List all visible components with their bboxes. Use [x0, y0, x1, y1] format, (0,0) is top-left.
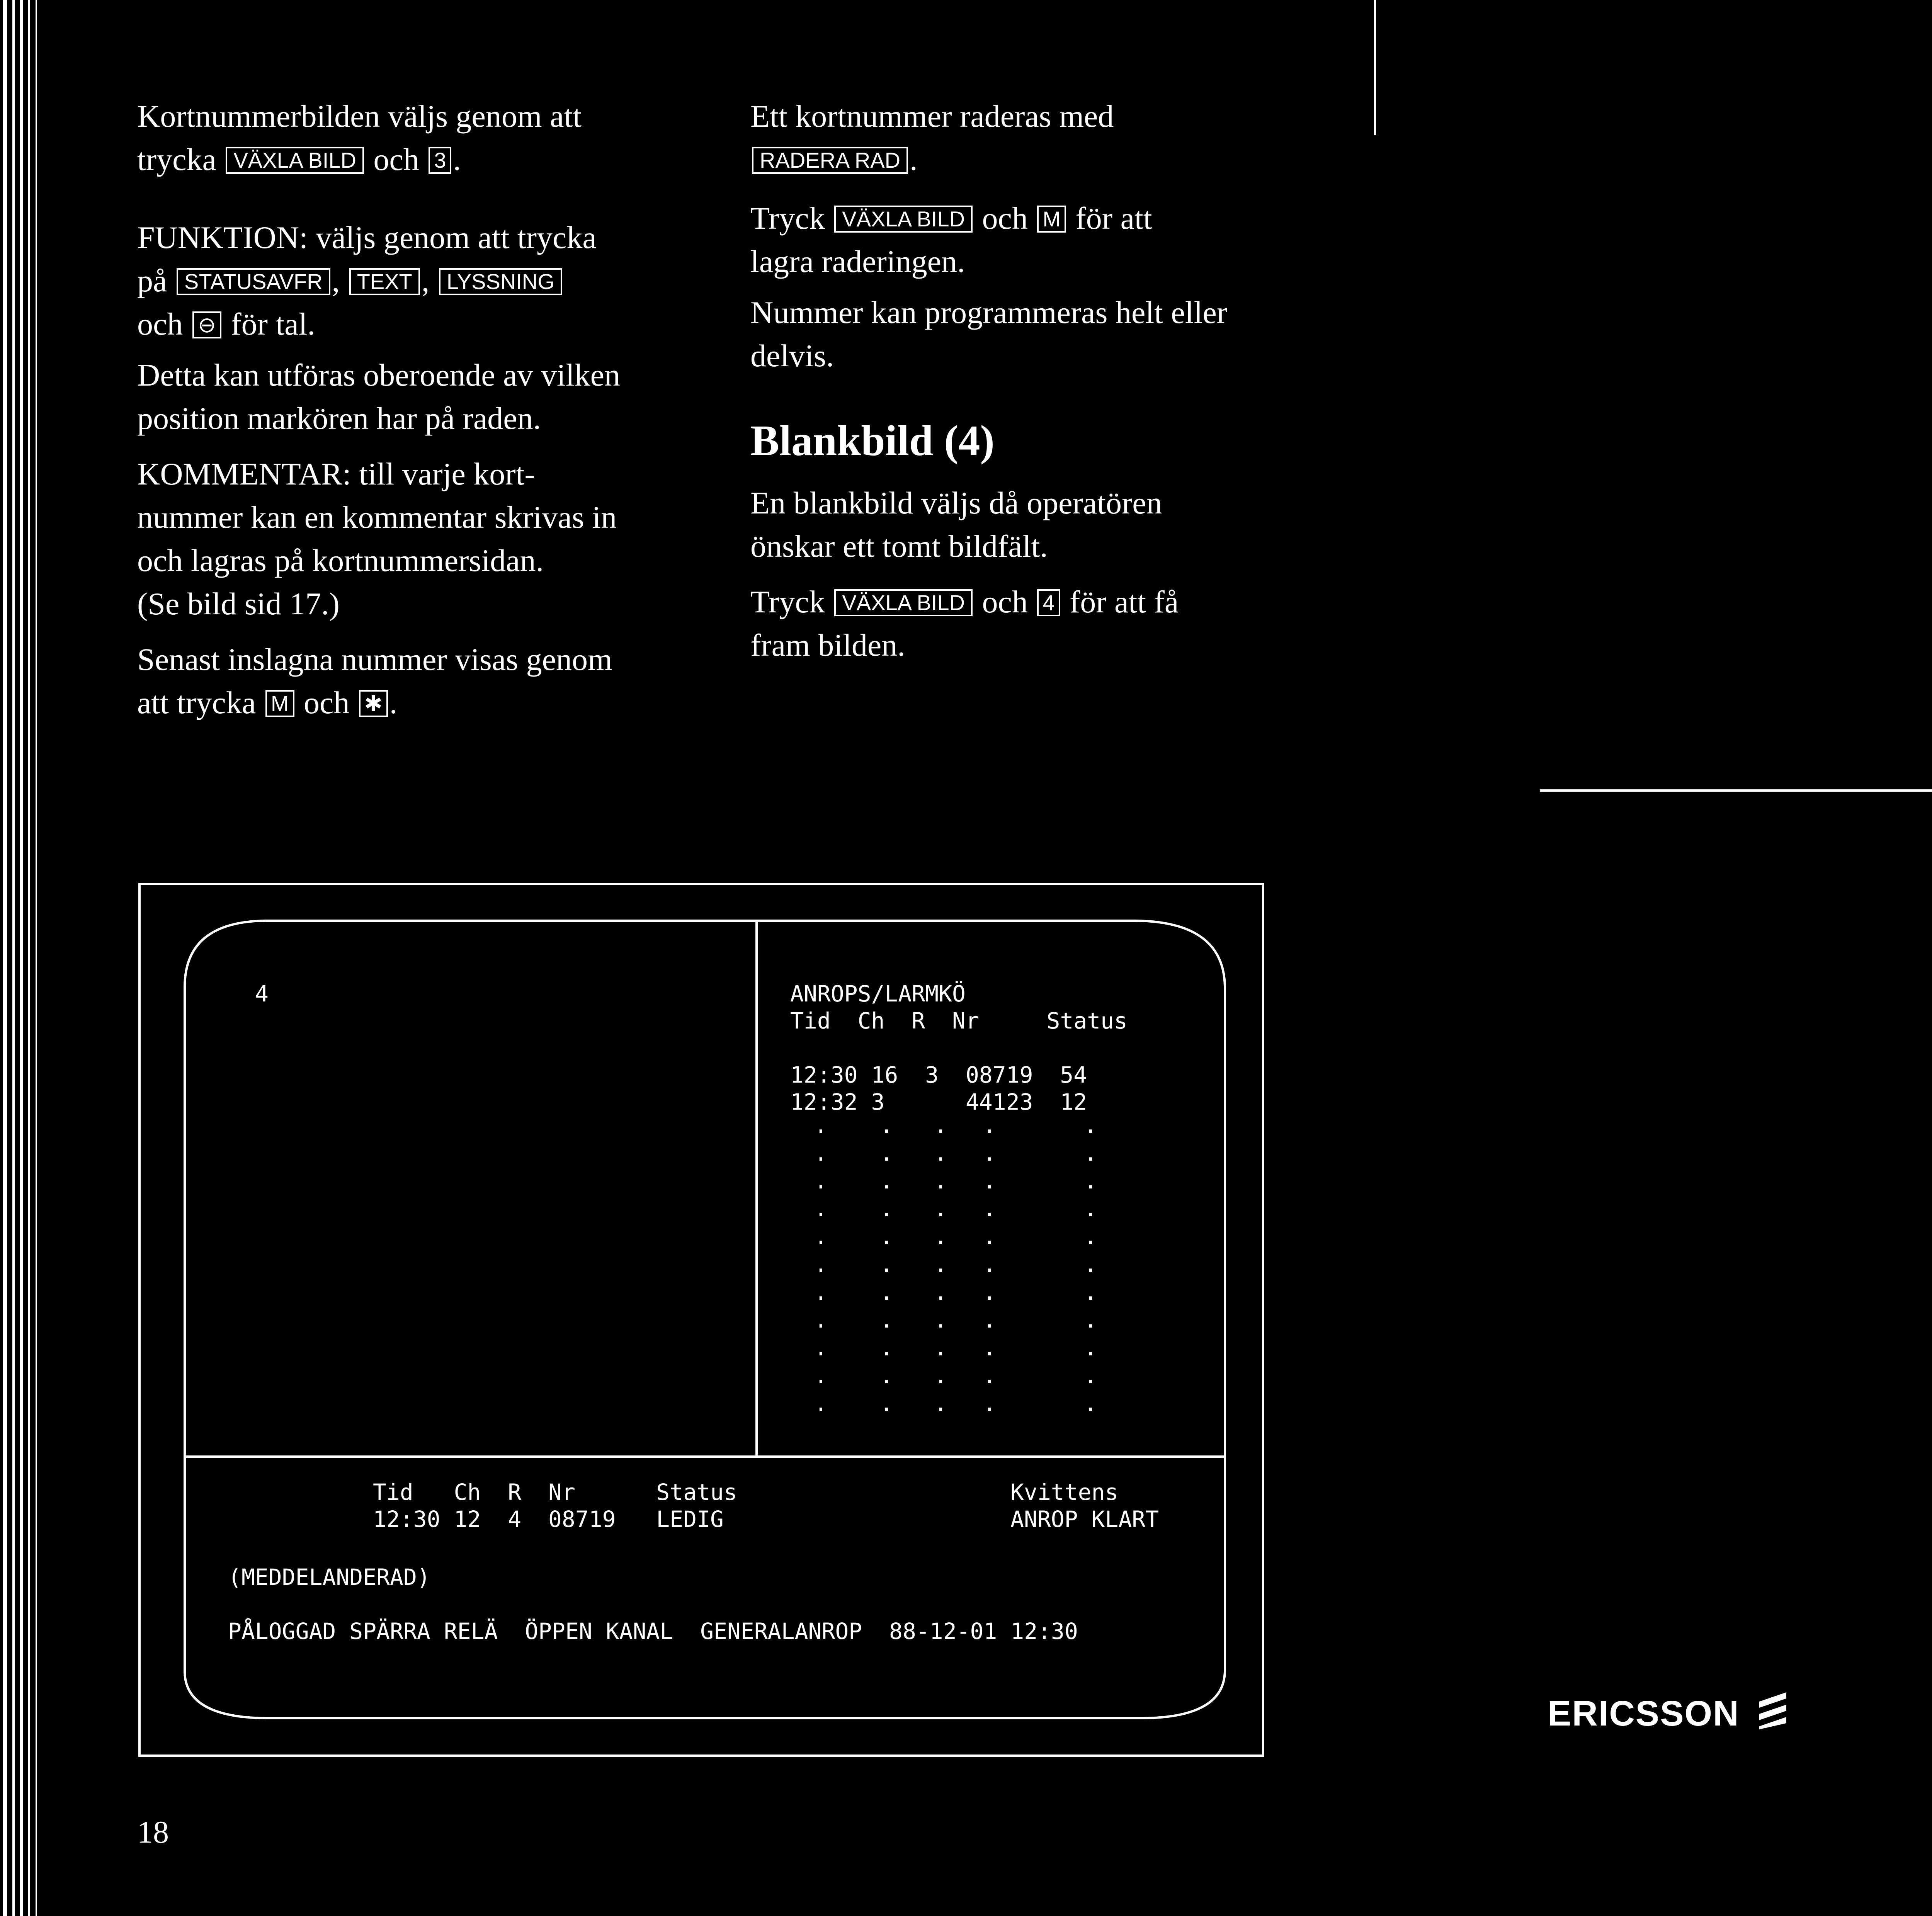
queue-dot: .	[983, 1307, 996, 1333]
queue-dot: .	[880, 1168, 893, 1194]
queue-dot: .	[1084, 1223, 1097, 1250]
key-vaxla-bild: VÄXLA BILD	[834, 206, 973, 233]
ericsson-logo	[1548, 1688, 1790, 1734]
key-speech-icon: ⊖	[192, 311, 221, 338]
paragraph-funktion: FUNKTION: väljs genom att trycka på STATUSAVFR , TEXT , LYSSNING och ⊖ för tal.	[137, 220, 597, 342]
queue-dot: .	[814, 1223, 828, 1250]
queue-dot: .	[814, 1168, 828, 1194]
queue-dot: .	[934, 1362, 947, 1389]
queue-dot: .	[934, 1335, 947, 1361]
status-header: Tid Ch R Nr Status	[373, 1479, 737, 1505]
key-vaxla-bild: VÄXLA BILD	[226, 147, 364, 174]
queue-dot: .	[1084, 1168, 1097, 1194]
binding-edge	[36, 0, 37, 1916]
queue-dot: .	[1084, 1251, 1097, 1277]
queue-dot: .	[1084, 1195, 1097, 1222]
queue-dot: .	[934, 1279, 947, 1305]
queue-header: Tid Ch R Nr Status	[790, 1008, 1128, 1034]
queue-dot: .	[934, 1223, 947, 1250]
queue-title: ANROPS/LARMKÖ	[790, 981, 966, 1007]
status-line: PÅLOGGAD SPÄRRA RELÄ ÖPPEN KANAL GENERALANROP 88-12-01 12:30	[228, 1618, 1078, 1644]
key-text: TEXT	[349, 268, 420, 295]
queue-row: 12:32 3 44123 12	[790, 1089, 1087, 1115]
queue-dot: .	[1084, 1335, 1097, 1361]
kvittens-value: ANROP KLART	[1010, 1506, 1159, 1532]
binding-edge	[28, 0, 30, 1916]
queue-dot: .	[934, 1251, 947, 1277]
queue-dot: .	[880, 1195, 893, 1222]
queue-dot: .	[814, 1279, 828, 1305]
paragraph-blankbild: En blankbild väljs då operatören önskar ett tomt bildfält.	[750, 485, 1162, 564]
queue-dot: .	[983, 1251, 996, 1277]
queue-dot: .	[880, 1307, 893, 1333]
queue-dot: .	[880, 1223, 893, 1250]
queue-dot: .	[814, 1195, 828, 1222]
ericsson-mark-icon	[1755, 1688, 1790, 1731]
queue-dot: .	[983, 1112, 996, 1138]
queue-dot: .	[983, 1390, 996, 1416]
section-heading: Blankbild (4)	[750, 417, 995, 465]
queue-dot: .	[934, 1390, 947, 1416]
key-star: ✱	[359, 690, 388, 717]
queue-empty-rows	[790, 1113, 1138, 1418]
key-4: 4	[1037, 589, 1060, 616]
queue-dot: .	[880, 1390, 893, 1416]
queue-dot: .	[814, 1140, 828, 1166]
key-statusavfr: STATUSAVFR	[177, 268, 330, 295]
queue-dot: .	[1084, 1390, 1097, 1416]
cover-doc-type	[1507, 802, 1932, 867]
binding-edge	[12, 0, 15, 1916]
binding-edge	[3, 0, 7, 1916]
queue-dot: .	[814, 1307, 828, 1333]
cover-divider	[1540, 789, 1932, 792]
queue-dot: .	[934, 1140, 947, 1166]
queue-dot: .	[1084, 1112, 1097, 1138]
left-column	[137, 95, 620, 724]
queue-dot: .	[880, 1362, 893, 1389]
paragraph-radera: Ett kortnummer raderas med RADERA RAD .	[750, 99, 1114, 177]
queue-dot: .	[880, 1335, 893, 1361]
key-radera-rad: RADERA RAD	[752, 147, 908, 174]
queue-dot: .	[1084, 1279, 1097, 1305]
fold-line	[1374, 0, 1376, 135]
key-lyssning: LYSSNING	[439, 268, 562, 295]
paragraph-oberoende: Detta kan utföras oberoende av vilken position markören har på raden.	[137, 357, 621, 436]
cover-subtitle	[1507, 709, 1932, 759]
paragraph-kommentar: KOMMENTAR: till varje kort- nummer kan en kommentar skrivas in och lagras på kortnummersidan. (Se bild sid 17.)	[137, 456, 617, 621]
kvittens-label: Kvittens	[1010, 1479, 1119, 1505]
key-vaxla-bild: VÄXLA BILD	[834, 589, 973, 616]
queue-dot: .	[880, 1251, 893, 1277]
queue-dot: .	[983, 1279, 996, 1305]
binding-edge	[20, 0, 23, 1916]
queue-dot: .	[934, 1307, 947, 1333]
queue-dot: .	[983, 1140, 996, 1166]
key-m: M	[265, 690, 294, 717]
key-3: 3	[429, 147, 451, 174]
queue-dot: .	[814, 1390, 828, 1416]
queue-dot: .	[1084, 1362, 1097, 1389]
queue-dot: .	[934, 1168, 947, 1194]
queue-row: 12:30 16 3 08719 54	[790, 1062, 1087, 1088]
queue-dot: .	[814, 1335, 828, 1361]
key-m: M	[1037, 206, 1066, 233]
queue-dot: .	[983, 1195, 996, 1222]
message-field: (MEDDELANDERAD)	[228, 1564, 430, 1590]
screen-page-number: 4	[255, 981, 269, 1007]
queue-dot: .	[1084, 1307, 1097, 1333]
paragraph-lagra: Tryck VÄXLA BILD och M för att lagra raderingen.	[750, 201, 1152, 279]
queue-dot: .	[814, 1362, 828, 1389]
queue-dot: .	[880, 1279, 893, 1305]
brand-name: ERICSSON	[1548, 1694, 1740, 1733]
queue-dot: .	[983, 1335, 996, 1361]
queue-dot: .	[1084, 1140, 1097, 1166]
middle-column	[750, 95, 1227, 667]
paragraph-senast: Senast inslagna nummer visas genom att trycka M och ✱ .	[137, 642, 612, 720]
queue-dot: .	[880, 1112, 893, 1138]
queue-dot: .	[814, 1112, 828, 1138]
cover-title	[1507, 653, 1932, 703]
queue-dot: .	[983, 1223, 996, 1250]
paragraph-kortnummerbild: Kortnummerbilden väljs genom att trycka VÄXLA BILD och 3 .	[137, 99, 582, 177]
queue-dot: .	[934, 1195, 947, 1222]
paragraph-programmeras: Nummer kan programmeras helt eller delvis.	[750, 295, 1228, 373]
page-number: 18	[137, 1814, 169, 1850]
queue-dot: .	[983, 1362, 996, 1389]
queue-dot: .	[934, 1112, 947, 1138]
queue-dot: .	[814, 1251, 828, 1277]
paragraph-fram-bilden: Tryck VÄXLA BILD och 4 för att få fram bilden.	[750, 584, 1179, 663]
status-row: 12:30 12 4 08719 LEDIG	[373, 1506, 724, 1532]
queue-dot: .	[880, 1140, 893, 1166]
queue-dot: .	[983, 1168, 996, 1194]
